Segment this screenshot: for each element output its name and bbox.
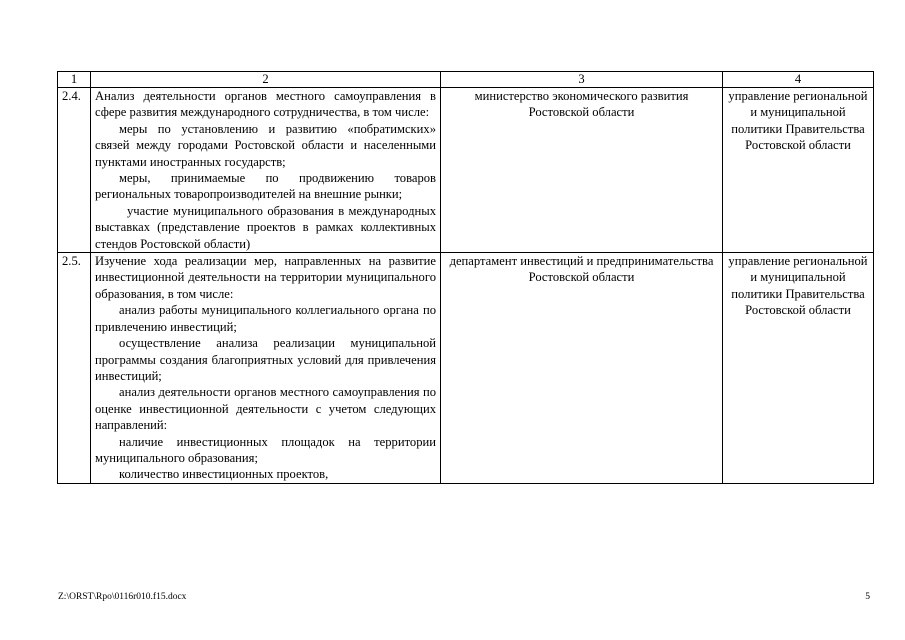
- row-number: 2.5.: [58, 253, 91, 484]
- row-responsible: министерство экономического развития Ростовской области: [441, 88, 723, 253]
- table-header-row: [58, 72, 874, 88]
- description-paragraph: анализ деятельности органов местного самоуправления по оценке инвестиционной деятельности с учетом следующих направлений:: [95, 385, 436, 433]
- row-number: 2.4.: [58, 88, 91, 253]
- row-responsible: департамент инвестиций и предпринимательства Ростовской области: [441, 253, 723, 484]
- footer-file-path: Z:\ORST\Rpo\0116r010.f15.docx: [58, 592, 187, 602]
- description-paragraph: осуществление анализа реализации муниципальной программы создания благоприятных условий для привлечения инвестиций;: [95, 336, 436, 383]
- description-paragraph: меры по установлению и развитию «побратимских» связей между городами Ростовской области и населенными пунктами иностранных государств;: [95, 121, 436, 169]
- row-coexecutor: управление региональной и муниципальной политики Правительства Ростовской области: [723, 88, 874, 253]
- description-paragraph: анализ работы муниципального коллегиального органа по привлечению инвестиций;: [95, 303, 436, 334]
- header-cell-2: 2: [91, 72, 441, 88]
- table-row: [58, 253, 874, 484]
- row-description: [91, 88, 441, 253]
- header-cell-4: 4: [723, 72, 874, 88]
- description-paragraph: наличие инвестиционных площадок на территории муниципального образования;: [95, 434, 436, 465]
- row-description: [91, 253, 441, 484]
- description-paragraph: Изучение хода реализации мер, направленных на развитие инвестиционной деятельности на территории муниципального образования, в том числе:: [95, 254, 436, 301]
- description-paragraph: участие муниципального образования в международных выставках (представление проектов в рамках коллективных стендов Ростовской области): [95, 203, 436, 251]
- plan-table: [57, 71, 874, 484]
- header-cell-1: 1: [58, 72, 91, 88]
- row-coexecutor: управление региональной и муниципальной политики Правительства Ростовской области: [723, 253, 874, 484]
- description-paragraph: меры, принимаемые по продвижению товаров региональных товаропроизводителей на внешние рынки;: [95, 171, 436, 202]
- description-paragraph: Анализ деятельности органов местного самоуправления в сфере развития международного сотрудничества, в том числе:: [95, 89, 436, 120]
- header-cell-3: 3: [441, 72, 723, 88]
- table-row: [58, 88, 874, 253]
- description-paragraph: количество инвестиционных проектов,: [119, 467, 329, 482]
- footer-page-number: 5: [865, 592, 870, 602]
